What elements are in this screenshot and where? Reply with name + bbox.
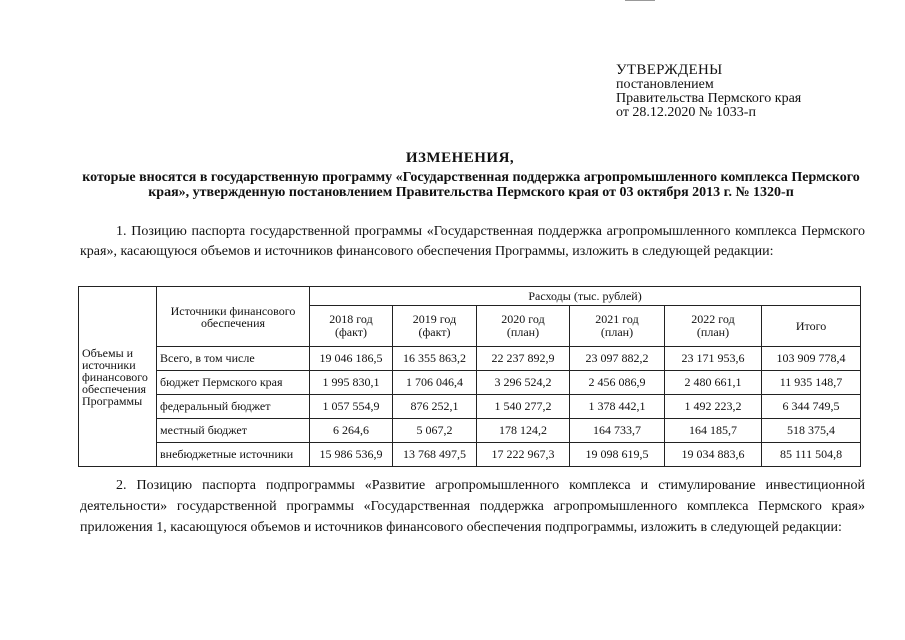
table-row xyxy=(79,371,861,395)
financing-table xyxy=(78,286,861,467)
cell-value: 1 706 046,4 xyxy=(393,371,477,395)
cell-value: 22 237 892,9 xyxy=(477,347,570,371)
scan-artifact-line xyxy=(625,0,655,1)
cell-value: 2 480 661,1 xyxy=(665,371,762,395)
cell-value: 1 492 223,2 xyxy=(665,395,762,419)
table-row xyxy=(79,443,861,467)
cell-value: 3 296 524,2 xyxy=(477,371,570,395)
paragraph-1: 1. Позицию паспорта государственной программы «Государственная поддержка агропромышленного комплекса Пермского края», касающуюся объемов и источников финансового обеспечения Программы, изложить в следующей редакции: xyxy=(80,224,865,259)
cell-value: 1 378 442,1 xyxy=(570,395,665,419)
document-subtitle: которые вносятся в государственную программу «Государственная поддержка агропромышленного комплекса Пермского края», утвержденную постановлением Правительства Пермского края от 03 октября 2013 г. № 1320-п xyxy=(82,170,860,200)
document-title: ИЗМЕНЕНИЯ, xyxy=(405,150,515,166)
cell-value: 19 046 186,5 xyxy=(310,347,393,371)
approval-line-1: постановлением xyxy=(616,77,714,92)
row-label: бюджет Пермского края xyxy=(157,371,310,395)
cell-value: 2 456 086,9 xyxy=(570,371,665,395)
table-row xyxy=(79,419,861,443)
header-year-2021: 2021 год (план) xyxy=(570,306,665,347)
cell-value: 5 067,2 xyxy=(393,419,477,443)
table-row xyxy=(79,347,861,371)
cell-value: 1 540 277,2 xyxy=(477,395,570,419)
cell-value: 13 768 497,5 xyxy=(393,443,477,467)
approval-line-3: от 28.12.2020 № 1033-п xyxy=(616,105,756,120)
cell-value: 23 097 882,2 xyxy=(570,347,665,371)
cell-total: 518 375,4 xyxy=(762,419,861,443)
cell-value: 1 057 554,9 xyxy=(310,395,393,419)
cell-value: 164 733,7 xyxy=(570,419,665,443)
header-objects-cell: Объемы и источники финансового обеспечения Программы xyxy=(79,287,157,467)
header-total: Итого xyxy=(762,306,861,347)
row-label: внебюджетные источники xyxy=(157,443,310,467)
table-header-row-1 xyxy=(79,287,861,306)
row-label: Всего, в том числе xyxy=(157,347,310,371)
row-label: местный бюджет xyxy=(157,419,310,443)
header-expenses-cell: Расходы (тыс. рублей) xyxy=(310,287,861,306)
table-row xyxy=(79,395,861,419)
approval-heading: УТВЕРЖДЕНЫ xyxy=(616,62,723,78)
header-sources-cell: Источники финансового обеспечения xyxy=(157,287,310,347)
header-year-2022: 2022 год (план) xyxy=(665,306,762,347)
header-year-2019: 2019 год (факт) xyxy=(393,306,477,347)
cell-value: 23 171 953,6 xyxy=(665,347,762,371)
cell-total: 11 935 148,7 xyxy=(762,371,861,395)
cell-value: 164 185,7 xyxy=(665,419,762,443)
header-year-2018: 2018 год (факт) xyxy=(310,306,393,347)
cell-value: 876 252,1 xyxy=(393,395,477,419)
cell-total: 103 909 778,4 xyxy=(762,347,861,371)
cell-value: 6 264,6 xyxy=(310,419,393,443)
cell-value: 178 124,2 xyxy=(477,419,570,443)
paragraph-2: 2. Позицию паспорта подпрограммы «Развитие агропромышленного комплекса и стимулирование инвестиционной деятельности» государственной программы «Государственная поддержка агропромышленного комплекса Пермского края» приложения 1, касающуюся объемов и источников финансового обеспечения подпрограммы, изложить в следующей редакции: xyxy=(80,478,865,535)
cell-value: 19 098 619,5 xyxy=(570,443,665,467)
cell-value: 17 222 967,3 xyxy=(477,443,570,467)
cell-value: 19 034 883,6 xyxy=(665,443,762,467)
approval-block xyxy=(616,62,801,120)
cell-value: 15 986 536,9 xyxy=(310,443,393,467)
row-label: федеральный бюджет xyxy=(157,395,310,419)
approval-line-2: Правительства Пермского края xyxy=(616,91,802,106)
cell-total: 6 344 749,5 xyxy=(762,395,861,419)
cell-value: 16 355 863,2 xyxy=(393,347,477,371)
header-year-2020: 2020 год (план) xyxy=(477,306,570,347)
cell-total: 85 111 504,8 xyxy=(762,443,861,467)
cell-value: 1 995 830,1 xyxy=(310,371,393,395)
